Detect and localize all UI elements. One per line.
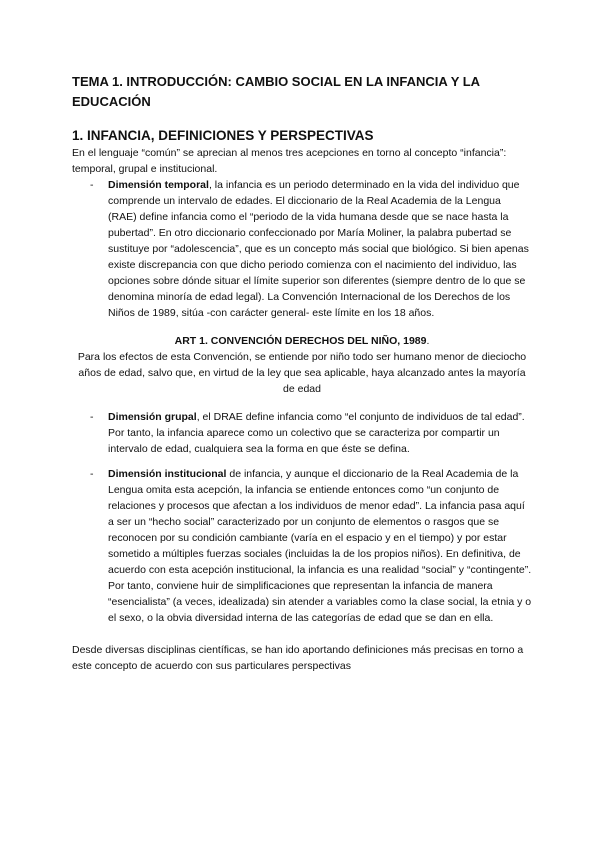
section-heading: 1. INFANCIA, DEFINICIONES Y PERSPECTIVAS	[72, 128, 374, 143]
bullet-body: de infancia, y aunque el diccionario de la Real Academia de la Lengua omita esta acepción, la infancia se entiende entonces como “un conjunto de relaciones y procesos que afectan a los individuos de menor edad”. La infancia pasa aquí a ser un “hecho social” caracterizado por un conjunto de elementos o rasgos que se reconocen por su condición cambiante (varía en el espacio y en el tiempo) y por estar sometido a múltiples fuerzas sociales (incluidas la de los propios niños). En definitiva, de acuerdo con esta acepción institucional, la infancia es una realidad “social” y “contingente”. Por tanto, conviene huir de simplificaciones que representan la infancia de manera “esencialista” (a veces, idealizada) sin atender a variables como la clase social, la etnia y o el sexo, o la obvia diversidad interna de las categorías de edad que se dan en ella.	[108, 468, 532, 624]
closing-paragraph: Desde diversas disciplinas científicas, se han ido aportando definiciones más precisas en torno a este concepto de acuerdo con sus particulares perspectivas	[72, 644, 524, 672]
bullet-marker: -	[90, 468, 94, 480]
article-quote	[72, 333, 532, 397]
bullet-marker: -	[90, 179, 94, 191]
bullet-body: , el DRAE define infancia como “el conjunto de individuos de tal edad”. Por tanto, la infancia aparece como un colectivo que se caracteriza por compartir un intervalo de edad, cualquiera sea la forma en que éste se defina.	[108, 411, 525, 455]
bullet-text	[108, 409, 532, 457]
intro-paragraph: En el lenguaje “común” se aprecian al menos tres acepciones en torno al concepto “infancia”: temporal, grupal e institucional.	[72, 147, 507, 175]
bullet-dimension-grupal	[72, 409, 532, 457]
bullet-marker: -	[90, 411, 94, 423]
bullet-dimension-temporal	[72, 177, 532, 321]
bullet-text	[108, 466, 532, 626]
bullet-dimension-institucional	[72, 466, 532, 626]
bullet-term: Dimensión grupal	[108, 411, 197, 423]
document-title: TEMA 1. INTRODUCCIÓN: CAMBIO SOCIAL EN LA INFANCIA Y LA EDUCACIÓN	[72, 74, 480, 109]
bullet-text	[108, 177, 532, 321]
article-title-suffix: .	[426, 335, 430, 347]
bullet-term: Dimensión institucional	[108, 468, 227, 480]
article-title: ART 1. CONVENCIÓN DERECHOS DEL NIÑO, 1989	[174, 335, 427, 347]
article-title-line	[72, 333, 532, 349]
bullet-body: , la infancia es un periodo determinado en la vida del individuo que comprende un intervalo de edades. El diccionario de la Real Academia de la Lengua (RAE) define infancia como el “periodo de la vida humana desde que se nace hasta la pubertad”. En otro diccionario confeccionado por María Moliner, la palabra pubertad se sustituye por “adolescencia”, que es un concepto más social que biológico. Si bien apenas existe discrepancia con que dicho periodo comienza con el nacimiento del individuo, las opciones sobre dónde situar el límite superior son diferentes (siempre dentro de lo que se denomina minoría de edad legal). La Convención Internacional de los Derechos de los Niños de 1989, sitúa -con carácter general- este límite en los 18 años.	[108, 179, 529, 319]
article-text: Para los efectos de esta Convención, se entiende por niño todo ser humano menor de dieciocho años de edad, salvo que, en virtud de la ley que sea aplicable, haya alcanzado antes la mayoría de edad	[77, 351, 527, 395]
bullet-term: Dimensión temporal	[108, 179, 209, 191]
